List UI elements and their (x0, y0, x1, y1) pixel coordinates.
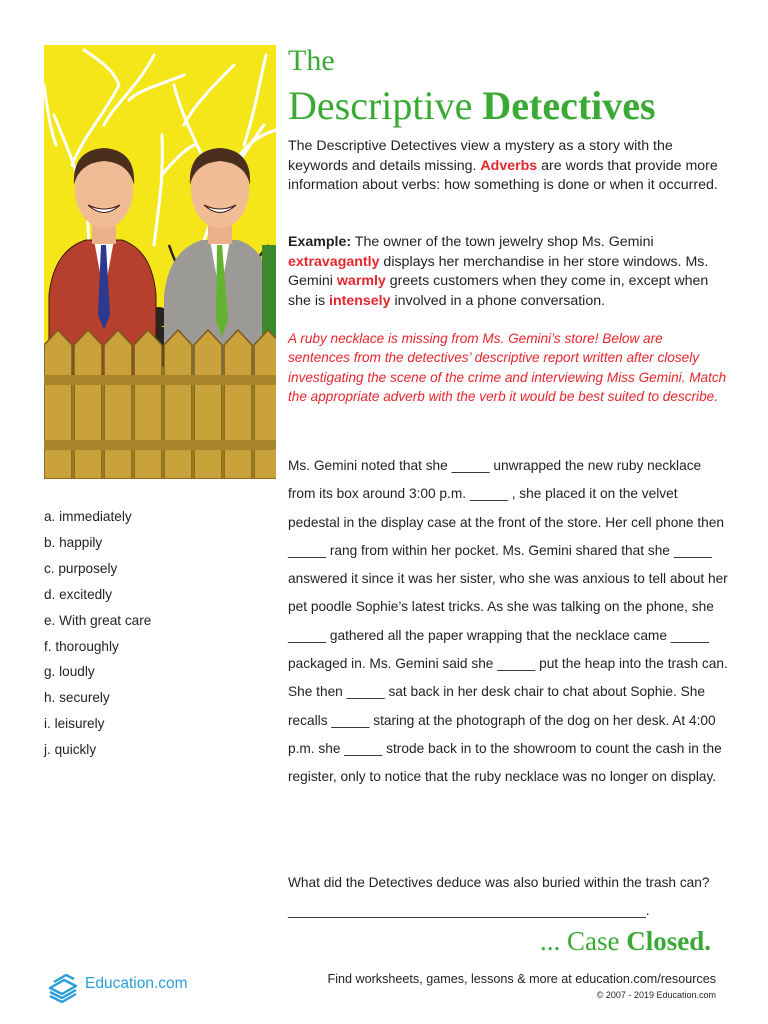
case-closed-part2: Closed. (626, 926, 711, 956)
footer-tagline: Find worksheets, games, lessons & more at education.com/resources (327, 972, 716, 986)
adverb-item: i. leisurely (44, 716, 105, 732)
adverb-item: a. immediately (44, 509, 132, 524)
page-title (288, 82, 656, 129)
brand-name: Education.com (85, 975, 188, 992)
adverb-list (44, 504, 151, 763)
detectives-illustration-svg (44, 45, 276, 479)
case-closed-part1: ... Case (540, 926, 620, 956)
education-logo-icon (44, 966, 80, 1006)
case-closed-heading (540, 926, 711, 957)
adverb-item: h. securely (44, 690, 110, 706)
education-logo[interactable] (44, 966, 204, 1006)
detectives-illustration (44, 45, 276, 479)
intro-highlight: Adverbs (480, 157, 538, 174)
title-prefix: The (288, 44, 335, 77)
adverb-item: g. loudly (44, 664, 95, 680)
mystery-instructions: A ruby necklace is missing from Ms. Gemini’s store! Below are sentences from the detectives’ descriptive report written after closely investigating the scene of the crime and interviewing Miss Gemini. Match the appropriate adverb with the verb it would be best suited to describe. (288, 331, 727, 405)
example-text-2: displays her merchandise in her store windows. Ms. Gemini (288, 253, 709, 289)
footer-copyright: © 2007 - 2019 Education.com (596, 990, 716, 1000)
example-adverb-2: warmly (336, 273, 386, 289)
adverb-item: j. quickly (44, 742, 97, 758)
example-paragraph (288, 233, 728, 311)
example-adverb-3: intensely (329, 292, 391, 309)
example-text-3: greets customers when they come in, except when she is (288, 273, 709, 309)
example-adverb-1: extravagantly (288, 253, 380, 270)
adverb-item: c. purposely (44, 560, 118, 576)
title-word-detectives: Detectives (482, 83, 656, 128)
story-paragraph: Ms. Gemini noted that she _____ unwrapped the new ruby necklace from its box around 3:00 p.m. _____ , she placed it on the velvet pedestal in the display case at the front of the store. Her cell phone then _____ rang from within her pocket. Ms. Gemini shared that she _____ answered it since it was her sister, who she was anxious to tell about her pet poodle Sophie’s latest tricks. As she was talking on the phone, she _____ gathered all the paper wrapping that the necklace came _____ packaged in. Ms. Gemini said she _____ put the heap into the trash can. She then _____ sat back in her desk chair to chat about Sophie. She recalls _____ staring at the photograph of the dog on her desk. At 4:00 p.m. she _____ strode back in to the showroom to count the cash in the register, only to notice that the ruby necklace was no longer on display. (288, 458, 728, 785)
adverb-item: b. happily (44, 534, 103, 550)
adverb-item: d. excitedly (44, 586, 113, 602)
title-word-descriptive: Descriptive (288, 83, 473, 128)
intro-paragraph (288, 137, 728, 196)
intro-text-after: are words that provide more information about verbs: how something is done or when it occurred. (288, 157, 718, 193)
question-paragraph: What did the Detectives deduce was also buried within the trash can? _______________________________________________. (288, 875, 710, 918)
example-text-4: involved in a phone conversation. (390, 292, 606, 309)
adverb-item: e. With great care (44, 612, 152, 628)
example-text-1: The owner of the town jewelry shop Ms. Gemini (351, 234, 654, 250)
example-label: Example: (288, 234, 352, 250)
intro-text-before: The Descriptive Detectives view a mystery as a story with the keywords and details missing. (288, 138, 673, 174)
adverb-item: f. thoroughly (44, 638, 119, 654)
